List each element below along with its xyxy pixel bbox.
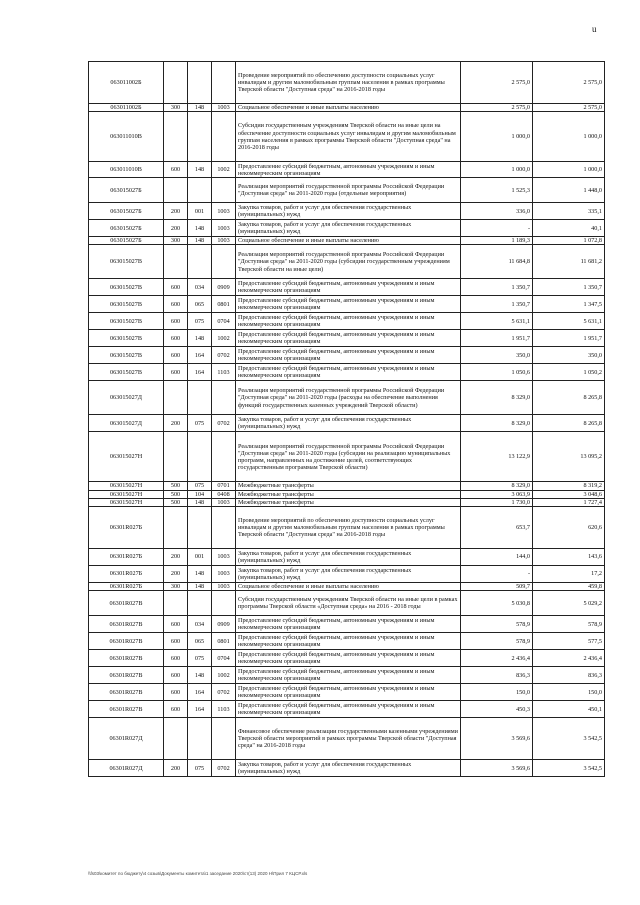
kcsr-cell: 063015027Н (89, 482, 164, 490)
table-row (89, 482, 605, 490)
plan-amount-cell: 350,0 (461, 347, 533, 364)
pr-cell: 1003 (212, 549, 236, 566)
vr-cell: 600 (164, 162, 188, 178)
table-row (89, 178, 605, 203)
description-cell: Предоставление субсидий бюджетным, автономным учреждениям и иным некоммерческим организациям (236, 684, 461, 701)
rz-cell (188, 507, 212, 549)
vr-cell: 600 (164, 279, 188, 296)
fact-amount-cell: 8 265,8 (533, 415, 605, 432)
rz-cell: 034 (188, 616, 212, 633)
table-row (89, 616, 605, 633)
kcsr-cell: 063015027Д (89, 415, 164, 432)
description-cell: Закупка товаров, работ и услуг для обеспечения государственных (муниципальных) нужд (236, 203, 461, 220)
fact-amount-cell: 1 072,8 (533, 237, 605, 245)
pr-cell: 1002 (212, 667, 236, 684)
vr-cell: 500 (164, 490, 188, 498)
kcsr-cell: 06301R027В (89, 591, 164, 616)
kcsr-cell: 063011010В (89, 162, 164, 178)
rz-cell (188, 718, 212, 760)
rz-cell (188, 591, 212, 616)
vr-cell: 600 (164, 616, 188, 633)
fact-amount-cell: 5 631,1 (533, 313, 605, 330)
fact-amount-cell: 5 029,2 (533, 591, 605, 616)
table-row (89, 245, 605, 279)
footer-file-path: \\fs03\комитет по бюджету\4 созыв\Документы комитета\1 заседание 2020\ст(13) 2020 Н\Прил 7 КЦСР.xls (88, 871, 308, 876)
table-row (89, 684, 605, 701)
pr-cell (212, 718, 236, 760)
description-cell: Проведение мероприятий по обеспечению доступности социальных услуг инвалидам и другим маломобильным группам населения в рамках программы Тверской области "Доступная среда" на 2016-2018 годы (236, 507, 461, 549)
vr-cell: 600 (164, 313, 188, 330)
description-cell: Межбюджетные трансферты (236, 482, 461, 490)
plan-amount-cell: 1 730,0 (461, 498, 533, 506)
rz-cell: 148 (188, 667, 212, 684)
fact-amount-cell: 150,0 (533, 684, 605, 701)
kcsr-cell: 06301R027В (89, 616, 164, 633)
kcsr-cell: 063011002Б (89, 104, 164, 112)
plan-amount-cell: 2 575,0 (461, 62, 533, 104)
kcsr-cell: 063015027Н (89, 490, 164, 498)
description-cell: Предоставление субсидий бюджетным, автономным учреждениям и иным некоммерческим организациям (236, 279, 461, 296)
rz-cell: 104 (188, 490, 212, 498)
rz-cell (188, 178, 212, 203)
kcsr-cell: 06301R027В (89, 633, 164, 650)
rz-cell: 148 (188, 583, 212, 591)
plan-amount-cell: 1 000,0 (461, 112, 533, 162)
plan-amount-cell: 1 189,3 (461, 237, 533, 245)
kcsr-cell: 063015027В (89, 347, 164, 364)
kcsr-cell: 06301R027Б (89, 566, 164, 583)
description-cell: Предоставление субсидий бюджетным, автономным учреждениям и иным некоммерческим организациям (236, 347, 461, 364)
vr-cell: 600 (164, 701, 188, 718)
vr-cell (164, 381, 188, 415)
description-cell: Предоставление субсидий бюджетным, автономным учреждениям и иным некоммерческим организациям (236, 296, 461, 313)
plan-amount-cell: 8 329,0 (461, 482, 533, 490)
pr-cell: 0702 (212, 347, 236, 364)
pr-cell: 1103 (212, 364, 236, 381)
kcsr-cell: 063015027В (89, 279, 164, 296)
pr-cell: 0801 (212, 296, 236, 313)
fact-amount-cell: 3 048,6 (533, 490, 605, 498)
vr-cell: 600 (164, 330, 188, 347)
kcsr-cell: 06301R027В (89, 650, 164, 667)
kcsr-cell: 06301R027Б (89, 549, 164, 566)
kcsr-cell: 063015027Б (89, 178, 164, 203)
rz-cell: 164 (188, 364, 212, 381)
budget-table (88, 61, 605, 777)
description-cell: Предоставление субсидий бюджетным, автономным учреждениям и иным некоммерческим организациям (236, 633, 461, 650)
description-cell: Реализация мероприятий государственной программы Российской Федерации "Доступная среда" на 2011-2020 годы (субсидии на реализацию муниципальных программ, направленных на достижение целей, соответствующих государственным программам Тверской области) (236, 432, 461, 482)
pr-cell: 1003 (212, 203, 236, 220)
pr-cell: 1003 (212, 104, 236, 112)
pr-cell: 1003 (212, 237, 236, 245)
kcsr-cell: 06301R027В (89, 684, 164, 701)
table-row (89, 62, 605, 104)
vr-cell: 300 (164, 237, 188, 245)
rz-cell: 075 (188, 415, 212, 432)
kcsr-cell: 06301R027Д (89, 760, 164, 777)
plan-amount-cell: 13 122,9 (461, 432, 533, 482)
table-row (89, 591, 605, 616)
fact-amount-cell: 3 542,5 (533, 760, 605, 777)
description-cell: Закупка товаров, работ и услуг для обеспечения государственных (муниципальных) нужд (236, 549, 461, 566)
plan-amount-cell: 11 684,8 (461, 245, 533, 279)
kcsr-cell: 06301R027В (89, 701, 164, 718)
kcsr-cell: 063015027В (89, 330, 164, 347)
fact-amount-cell: 40,1 (533, 220, 605, 237)
vr-cell: 600 (164, 347, 188, 364)
rz-cell (188, 62, 212, 104)
rz-cell (188, 432, 212, 482)
fact-amount-cell: 1 050,2 (533, 364, 605, 381)
plan-amount-cell: 509,7 (461, 583, 533, 591)
table-row (89, 203, 605, 220)
fact-amount-cell: 836,3 (533, 667, 605, 684)
page-number: u (592, 24, 597, 34)
plan-amount-cell: 836,3 (461, 667, 533, 684)
kcsr-cell: 063015027Н (89, 432, 164, 482)
rz-cell: 148 (188, 330, 212, 347)
table-row (89, 381, 605, 415)
fact-amount-cell: 8 265,8 (533, 381, 605, 415)
table-row (89, 549, 605, 566)
rz-cell: 034 (188, 279, 212, 296)
table-row (89, 650, 605, 667)
plan-amount-cell: 1 350,7 (461, 296, 533, 313)
rz-cell: 075 (188, 650, 212, 667)
description-cell: Закупка товаров, работ и услуг для обеспечения государственных (муниципальных) нужд (236, 566, 461, 583)
rz-cell (188, 245, 212, 279)
fact-amount-cell: 1 000,0 (533, 112, 605, 162)
fact-amount-cell: 1 951,7 (533, 330, 605, 347)
table-row (89, 313, 605, 330)
pr-cell: 0702 (212, 760, 236, 777)
pr-cell (212, 432, 236, 482)
fact-amount-cell: 1 000,0 (533, 162, 605, 178)
rz-cell: 148 (188, 162, 212, 178)
fact-amount-cell: 2 575,0 (533, 104, 605, 112)
description-cell: Предоставление субсидий бюджетным, автономным учреждениям и иным некоммерческим организациям (236, 313, 461, 330)
pr-cell: 0408 (212, 490, 236, 498)
pr-cell: 0704 (212, 313, 236, 330)
table-row (89, 583, 605, 591)
plan-amount-cell: 1 050,6 (461, 364, 533, 381)
rz-cell: 075 (188, 313, 212, 330)
description-cell: Межбюджетные трансферты (236, 498, 461, 506)
table-row (89, 701, 605, 718)
fact-amount-cell: 2 436,4 (533, 650, 605, 667)
table-row (89, 364, 605, 381)
table-row (89, 347, 605, 364)
fact-amount-cell: 450,1 (533, 701, 605, 718)
fact-amount-cell: 577,5 (533, 633, 605, 650)
rz-cell: 164 (188, 701, 212, 718)
kcsr-cell: 06301R027Б (89, 507, 164, 549)
kcsr-cell: 06301R027Д (89, 718, 164, 760)
vr-cell: 600 (164, 684, 188, 701)
rz-cell: 065 (188, 633, 212, 650)
pr-cell: 0702 (212, 684, 236, 701)
plan-amount-cell: 578,9 (461, 616, 533, 633)
plan-amount-cell: 3 569,6 (461, 760, 533, 777)
vr-cell: 500 (164, 498, 188, 506)
plan-amount-cell: 1 525,3 (461, 178, 533, 203)
kcsr-cell: 063015027В (89, 245, 164, 279)
pr-cell: 1003 (212, 566, 236, 583)
vr-cell: 600 (164, 667, 188, 684)
description-cell: Закупка товаров, работ и услуг для обеспечения государственных (муниципальных) нужд (236, 415, 461, 432)
pr-cell: 0704 (212, 650, 236, 667)
fact-amount-cell: 620,6 (533, 507, 605, 549)
description-cell: Реализация мероприятий государственной программы Российской Федерации "Доступная среда" на 2011-2020 годы (субсидии государственным учреждениям Тверской области на иные цели) (236, 245, 461, 279)
pr-cell: 0909 (212, 616, 236, 633)
description-cell: Социальное обеспечение и иные выплаты населению (236, 104, 461, 112)
plan-amount-cell: 2 575,0 (461, 104, 533, 112)
pr-cell (212, 507, 236, 549)
plan-amount-cell: 653,7 (461, 507, 533, 549)
vr-cell: 600 (164, 633, 188, 650)
plan-amount-cell: 450,3 (461, 701, 533, 718)
rz-cell: 148 (188, 566, 212, 583)
pr-cell: 1003 (212, 583, 236, 591)
table-row (89, 760, 605, 777)
kcsr-cell: 063015027Б (89, 237, 164, 245)
vr-cell (164, 112, 188, 162)
vr-cell (164, 591, 188, 616)
fact-amount-cell: 1 727,4 (533, 498, 605, 506)
rz-cell: 148 (188, 220, 212, 237)
kcsr-cell: 063011002Б (89, 62, 164, 104)
plan-amount-cell: 1 350,7 (461, 279, 533, 296)
pr-cell: 1103 (212, 701, 236, 718)
kcsr-cell: 063015027Н (89, 498, 164, 506)
description-cell: Социальное обеспечение и иные выплаты населению (236, 237, 461, 245)
description-cell: Субсидии государственным учреждениям Тверской области на иные цели в рамках программы Тверской области «Доступная среда» на 2016 - 2018 годы (236, 591, 461, 616)
kcsr-cell: 063011010В (89, 112, 164, 162)
description-cell: Реализация мероприятий государственной программы Российской Федерации "Доступная среда" на 2011-2020 годы (отдельные мероприятия) (236, 178, 461, 203)
fact-amount-cell: 350,0 (533, 347, 605, 364)
plan-amount-cell: 2 436,4 (461, 650, 533, 667)
plan-amount-cell: 144,0 (461, 549, 533, 566)
description-cell: Предоставление субсидий бюджетным, автономным учреждениям и иным некоммерческим организациям (236, 162, 461, 178)
table-row (89, 220, 605, 237)
vr-cell (164, 718, 188, 760)
vr-cell: 300 (164, 104, 188, 112)
rz-cell: 075 (188, 482, 212, 490)
plan-amount-cell: 1 000,0 (461, 162, 533, 178)
vr-cell: 200 (164, 415, 188, 432)
description-cell: Закупка товаров, работ и услуг для обеспечения государственных (муниципальных) нужд (236, 220, 461, 237)
table-row (89, 507, 605, 549)
table-row (89, 490, 605, 498)
vr-cell: 500 (164, 482, 188, 490)
table-row (89, 104, 605, 112)
plan-amount-cell: 336,0 (461, 203, 533, 220)
pr-cell (212, 178, 236, 203)
rz-cell: 164 (188, 684, 212, 701)
description-cell: Проведение мероприятий по обеспечению доступности социальных услуг инвалидам и другим маломобильным группам населения в рамках программы Тверской области "Доступная среда" на 2016-2018 годы (236, 62, 461, 104)
fact-amount-cell: 17,2 (533, 566, 605, 583)
description-cell: Предоставление субсидий бюджетным, автономным учреждениям и иным некоммерческим организациям (236, 701, 461, 718)
fact-amount-cell: 459,8 (533, 583, 605, 591)
plan-amount-cell: - (461, 220, 533, 237)
description-cell: Финансовое обеспечение реализации государственными казенными учреждениями Тверской области мероприятий в рамках программы Тверской области "Доступная среда" на 2016-2018 годы (236, 718, 461, 760)
description-cell: Субсидии государственным учреждениям Тверской области на иные цели на обеспечение доступности социальных услуг инвалидам и другим маломобильным группам населения в рамках программы Тверской области "Доступная среда" на 2016-2018 годы (236, 112, 461, 162)
table-row (89, 237, 605, 245)
table-row (89, 432, 605, 482)
pr-cell (212, 62, 236, 104)
pr-cell: 0701 (212, 482, 236, 490)
pr-cell: 0702 (212, 415, 236, 432)
fact-amount-cell: 8 319,2 (533, 482, 605, 490)
fact-amount-cell: 11 681,2 (533, 245, 605, 279)
rz-cell: 148 (188, 104, 212, 112)
pr-cell (212, 591, 236, 616)
kcsr-cell: 06301R027В (89, 667, 164, 684)
pr-cell (212, 245, 236, 279)
vr-cell: 600 (164, 650, 188, 667)
rz-cell (188, 112, 212, 162)
rz-cell: 075 (188, 760, 212, 777)
table-row (89, 296, 605, 313)
plan-amount-cell: 8 329,0 (461, 415, 533, 432)
plan-amount-cell: 1 951,7 (461, 330, 533, 347)
pr-cell (212, 112, 236, 162)
rz-cell: 148 (188, 498, 212, 506)
vr-cell: 300 (164, 583, 188, 591)
description-cell: Предоставление субсидий бюджетным, автономным учреждениям и иным некоммерческим организациям (236, 330, 461, 347)
fact-amount-cell: 1 347,5 (533, 296, 605, 313)
pr-cell: 0801 (212, 633, 236, 650)
fact-amount-cell: 3 542,5 (533, 718, 605, 760)
rz-cell: 065 (188, 296, 212, 313)
plan-amount-cell: 5 030,8 (461, 591, 533, 616)
rz-cell: 001 (188, 549, 212, 566)
plan-amount-cell: 3 569,6 (461, 718, 533, 760)
vr-cell: 600 (164, 296, 188, 313)
vr-cell (164, 245, 188, 279)
table-row (89, 566, 605, 583)
vr-cell (164, 507, 188, 549)
kcsr-cell: 063015027Б (89, 220, 164, 237)
kcsr-cell: 063015027В (89, 313, 164, 330)
vr-cell (164, 62, 188, 104)
vr-cell: 200 (164, 760, 188, 777)
plan-amount-cell: 5 631,1 (461, 313, 533, 330)
description-cell: Социальное обеспечение и иные выплаты населению (236, 583, 461, 591)
fact-amount-cell: 2 575,0 (533, 62, 605, 104)
vr-cell: 200 (164, 549, 188, 566)
kcsr-cell: 06301R027Б (89, 583, 164, 591)
pr-cell: 1003 (212, 220, 236, 237)
plan-amount-cell: 578,9 (461, 633, 533, 650)
kcsr-cell: 063015027Б (89, 203, 164, 220)
table-row (89, 718, 605, 760)
pr-cell: 1003 (212, 498, 236, 506)
pr-cell: 1002 (212, 330, 236, 347)
pr-cell: 1002 (212, 162, 236, 178)
fact-amount-cell: 1 350,7 (533, 279, 605, 296)
vr-cell: 600 (164, 364, 188, 381)
fact-amount-cell: 335,1 (533, 203, 605, 220)
rz-cell (188, 381, 212, 415)
table-row (89, 633, 605, 650)
kcsr-cell: 063015027Д (89, 381, 164, 415)
table-row (89, 162, 605, 178)
table-row (89, 330, 605, 347)
description-cell: Предоставление субсидий бюджетным, автономным учреждениям и иным некоммерческим организациям (236, 667, 461, 684)
fact-amount-cell: 13 095,2 (533, 432, 605, 482)
rz-cell: 001 (188, 203, 212, 220)
vr-cell (164, 432, 188, 482)
fact-amount-cell: 578,9 (533, 616, 605, 633)
fact-amount-cell: 1 448,0 (533, 178, 605, 203)
table-row (89, 667, 605, 684)
description-cell: Закупка товаров, работ и услуг для обеспечения государственных (муниципальных) нужд (236, 760, 461, 777)
plan-amount-cell: 3 063,9 (461, 490, 533, 498)
vr-cell: 200 (164, 220, 188, 237)
table-row (89, 498, 605, 506)
table-row (89, 112, 605, 162)
vr-cell: 200 (164, 203, 188, 220)
description-cell: Межбюджетные трансферты (236, 490, 461, 498)
pr-cell: 0909 (212, 279, 236, 296)
kcsr-cell: 063015027В (89, 296, 164, 313)
rz-cell: 164 (188, 347, 212, 364)
rz-cell: 148 (188, 237, 212, 245)
plan-amount-cell: 8 329,0 (461, 381, 533, 415)
plan-amount-cell: - (461, 566, 533, 583)
table-row (89, 415, 605, 432)
description-cell: Предоставление субсидий бюджетным, автономным учреждениям и иным некоммерческим организациям (236, 650, 461, 667)
description-cell: Реализация мероприятий государственной программы Российской Федерации "Доступная среда" на 2011-2020 годы (расходы на обеспечение выполнения функций государственных казенных учреждений Тверской области) (236, 381, 461, 415)
vr-cell (164, 178, 188, 203)
fact-amount-cell: 143,6 (533, 549, 605, 566)
description-cell: Предоставление субсидий бюджетным, автономным учреждениям и иным некоммерческим организациям (236, 616, 461, 633)
description-cell: Предоставление субсидий бюджетным, автономным учреждениям и иным некоммерческим организациям (236, 364, 461, 381)
kcsr-cell: 063015027В (89, 364, 164, 381)
table-row (89, 279, 605, 296)
plan-amount-cell: 150,0 (461, 684, 533, 701)
vr-cell: 200 (164, 566, 188, 583)
pr-cell (212, 381, 236, 415)
